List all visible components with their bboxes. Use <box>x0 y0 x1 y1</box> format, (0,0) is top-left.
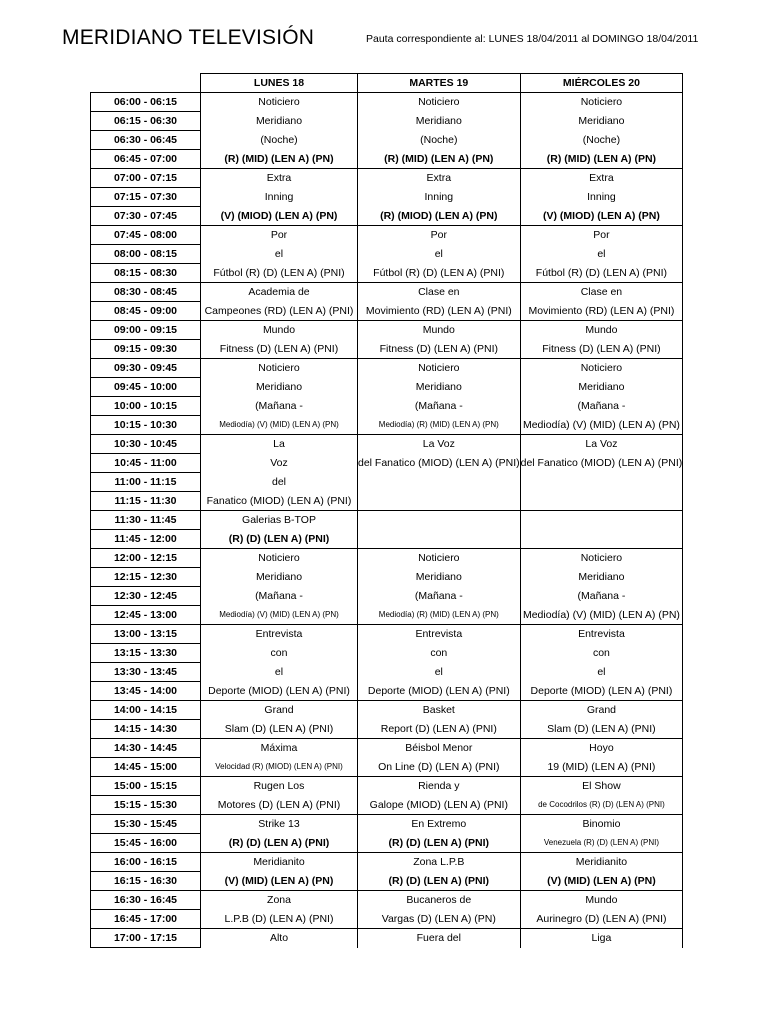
time-slot-cell: 16:45 - 17:00 <box>91 910 201 929</box>
program-cell-wednesday: Noticiero <box>520 359 683 378</box>
time-slot-cell: 07:15 - 07:30 <box>91 188 201 207</box>
program-cell-monday: Grand <box>201 701 358 720</box>
program-cell-wednesday <box>520 530 683 549</box>
program-cell-wednesday: (V) (MIOD) (LEN A) (PN) <box>520 207 683 226</box>
program-cell-monday: Rugen Los <box>201 777 358 796</box>
program-cell-tuesday: Mediodía) (R) (MID) (LEN A) (PN) <box>358 606 521 625</box>
program-cell-wednesday: Mundo <box>520 891 683 910</box>
program-cell-tuesday: Noticiero <box>358 359 521 378</box>
time-slot-cell: 06:30 - 06:45 <box>91 131 201 150</box>
time-slot-cell: 09:15 - 09:30 <box>91 340 201 359</box>
program-cell-monday: Extra <box>201 169 358 188</box>
schedule-row <box>91 264 683 283</box>
schedule-row <box>91 416 683 435</box>
program-cell-tuesday: Mundo <box>358 321 521 340</box>
schedule-row <box>91 226 683 245</box>
program-cell-tuesday <box>358 473 521 492</box>
program-cell-wednesday: de Cocodrilos (R) (D) (LEN A) (PNI) <box>520 796 683 815</box>
schedule-row <box>91 625 683 644</box>
program-cell-monday: Entrevista <box>201 625 358 644</box>
time-slot-cell: 12:45 - 13:00 <box>91 606 201 625</box>
program-cell-monday: (Noche) <box>201 131 358 150</box>
program-cell-tuesday: On Line (D) (LEN A) (PNI) <box>358 758 521 777</box>
program-cell-tuesday: Galope (MIOD) (LEN A) (PNI) <box>358 796 521 815</box>
program-cell-tuesday: Entrevista <box>358 625 521 644</box>
program-cell-tuesday: Fútbol (R) (D) (LEN A) (PNI) <box>358 264 521 283</box>
program-cell-tuesday: Noticiero <box>358 93 521 112</box>
program-cell-tuesday: Bucaneros de <box>358 891 521 910</box>
program-cell-monday: Noticiero <box>201 359 358 378</box>
schedule-row <box>91 644 683 663</box>
time-slot-cell: 15:15 - 15:30 <box>91 796 201 815</box>
schedule-row <box>91 454 683 473</box>
time-slot-cell: 06:15 - 06:30 <box>91 112 201 131</box>
day-header-tuesday: MARTES 19 <box>358 74 521 93</box>
program-cell-monday: Fútbol (R) (D) (LEN A) (PNI) <box>201 264 358 283</box>
program-cell-monday: Motores (D) (LEN A) (PNI) <box>201 796 358 815</box>
program-cell-monday: Velocidad (R) (MIOD) (LEN A) (PNI) <box>201 758 358 777</box>
time-slot-cell: 08:30 - 08:45 <box>91 283 201 302</box>
program-cell-wednesday: La Voz <box>520 435 683 454</box>
time-slot-cell: 12:30 - 12:45 <box>91 587 201 606</box>
time-slot-cell: 11:15 - 11:30 <box>91 492 201 511</box>
day-header-wednesday: MIÉRCOLES 20 <box>520 74 683 93</box>
time-slot-cell: 10:30 - 10:45 <box>91 435 201 454</box>
program-cell-monday: Campeones (RD) (LEN A) (PNI) <box>201 302 358 321</box>
schedule-row <box>91 777 683 796</box>
program-cell-tuesday: Movimiento (RD) (LEN A) (PNI) <box>358 302 521 321</box>
program-cell-wednesday: Meridianito <box>520 853 683 872</box>
day-header-row <box>91 74 683 93</box>
program-cell-wednesday: Grand <box>520 701 683 720</box>
program-cell-monday: Meridiano <box>201 568 358 587</box>
program-cell-tuesday: En Extremo <box>358 815 521 834</box>
program-cell-tuesday: Rienda y <box>358 777 521 796</box>
program-cell-monday: del <box>201 473 358 492</box>
time-slot-cell: 08:15 - 08:30 <box>91 264 201 283</box>
time-slot-cell: 09:00 - 09:15 <box>91 321 201 340</box>
time-slot-cell: 13:30 - 13:45 <box>91 663 201 682</box>
program-cell-monday: Meridiano <box>201 112 358 131</box>
schedule-row <box>91 834 683 853</box>
program-cell-wednesday: Entrevista <box>520 625 683 644</box>
program-cell-monday: (Mañana - <box>201 587 358 606</box>
program-cell-tuesday: Extra <box>358 169 521 188</box>
program-cell-monday: (R) (MID) (LEN A) (PN) <box>201 150 358 169</box>
page-title: MERIDIANO TELEVISIÓN <box>62 26 315 49</box>
time-slot-cell: 10:00 - 10:15 <box>91 397 201 416</box>
program-cell-monday: (R) (D) (LEN A) (PNI) <box>201 530 358 549</box>
program-cell-monday: Noticiero <box>201 93 358 112</box>
program-cell-wednesday: Inning <box>520 188 683 207</box>
program-cell-tuesday: Mediodía) (R) (MID) (LEN A) (PN) <box>358 416 521 435</box>
time-slot-cell: 14:30 - 14:45 <box>91 739 201 758</box>
schedule-row <box>91 796 683 815</box>
program-cell-tuesday: Vargas (D) (LEN A) (PN) <box>358 910 521 929</box>
program-cell-tuesday: el <box>358 663 521 682</box>
schedule-row <box>91 435 683 454</box>
schedule-row <box>91 701 683 720</box>
program-cell-wednesday: (Mañana - <box>520 397 683 416</box>
time-slot-cell: 09:30 - 09:45 <box>91 359 201 378</box>
program-cell-wednesday <box>520 511 683 530</box>
schedule-row <box>91 511 683 530</box>
program-cell-wednesday: Mundo <box>520 321 683 340</box>
time-slot-cell: 14:45 - 15:00 <box>91 758 201 777</box>
program-cell-tuesday: Clase en <box>358 283 521 302</box>
time-slot-cell: 17:00 - 17:15 <box>91 929 201 948</box>
program-cell-tuesday: Por <box>358 226 521 245</box>
time-slot-cell: 08:00 - 08:15 <box>91 245 201 264</box>
program-cell-monday: Strike 13 <box>201 815 358 834</box>
program-cell-tuesday: Inning <box>358 188 521 207</box>
schedule-row <box>91 131 683 150</box>
program-cell-wednesday: (V) (MID) (LEN A) (PN) <box>520 872 683 891</box>
program-cell-wednesday: Mediodía) (V) (MID) (LEN A) (PN) <box>520 606 683 625</box>
schedule-row <box>91 758 683 777</box>
time-slot-cell: 06:00 - 06:15 <box>91 93 201 112</box>
program-cell-monday: el <box>201 663 358 682</box>
program-cell-tuesday: Fuera del <box>358 929 521 948</box>
corner-cell <box>91 74 201 93</box>
program-cell-tuesday: Deporte (MIOD) (LEN A) (PNI) <box>358 682 521 701</box>
program-cell-wednesday: Hoyo <box>520 739 683 758</box>
time-slot-cell: 11:30 - 11:45 <box>91 511 201 530</box>
program-cell-wednesday: Clase en <box>520 283 683 302</box>
program-cell-tuesday: Meridiano <box>358 568 521 587</box>
schedule-row <box>91 302 683 321</box>
program-cell-tuesday: Report (D) (LEN A) (PNI) <box>358 720 521 739</box>
program-cell-tuesday: con <box>358 644 521 663</box>
program-cell-wednesday: Slam (D) (LEN A) (PNI) <box>520 720 683 739</box>
program-cell-tuesday: Basket <box>358 701 521 720</box>
program-cell-monday: Fanatico (MIOD) (LEN A) (PNI) <box>201 492 358 511</box>
schedule-row <box>91 245 683 264</box>
schedule-period-subtitle: Pauta correspondiente al: LUNES 18/04/2011 al DOMINGO 18/04/2011 <box>366 33 699 45</box>
schedule-row <box>91 397 683 416</box>
program-cell-monday: (V) (MID) (LEN A) (PN) <box>201 872 358 891</box>
program-cell-wednesday: 19 (MID) (LEN A) (PNI) <box>520 758 683 777</box>
program-cell-wednesday: (R) (MID) (LEN A) (PN) <box>520 150 683 169</box>
program-cell-wednesday: Por <box>520 226 683 245</box>
time-slot-cell: 13:45 - 14:00 <box>91 682 201 701</box>
program-cell-wednesday: Binomio <box>520 815 683 834</box>
program-cell-tuesday <box>358 530 521 549</box>
schedule-row <box>91 207 683 226</box>
schedule-row <box>91 815 683 834</box>
time-slot-cell: 07:45 - 08:00 <box>91 226 201 245</box>
program-cell-tuesday <box>358 511 521 530</box>
time-slot-cell: 13:00 - 13:15 <box>91 625 201 644</box>
program-cell-monday: (V) (MIOD) (LEN A) (PN) <box>201 207 358 226</box>
program-cell-monday: Meridiano <box>201 378 358 397</box>
time-slot-cell: 10:15 - 10:30 <box>91 416 201 435</box>
program-cell-tuesday: del Fanatico (MIOD) (LEN A) (PNI) <box>358 454 521 473</box>
program-cell-monday: Mediodía) (V) (MID) (LEN A) (PN) <box>201 606 358 625</box>
program-cell-wednesday: Meridiano <box>520 112 683 131</box>
program-cell-wednesday: Mediodía) (V) (MID) (LEN A) (PN) <box>520 416 683 435</box>
schedule-row <box>91 473 683 492</box>
program-cell-monday: Mediodía) (V) (MID) (LEN A) (PN) <box>201 416 358 435</box>
program-cell-monday: La <box>201 435 358 454</box>
time-slot-cell: 14:15 - 14:30 <box>91 720 201 739</box>
time-slot-cell: 07:30 - 07:45 <box>91 207 201 226</box>
time-slot-cell: 13:15 - 13:30 <box>91 644 201 663</box>
schedule-row <box>91 93 683 112</box>
program-cell-wednesday: Fitness (D) (LEN A) (PNI) <box>520 340 683 359</box>
schedule-row <box>91 283 683 302</box>
program-cell-monday: Voz <box>201 454 358 473</box>
program-cell-wednesday: Meridiano <box>520 568 683 587</box>
program-cell-tuesday: (Mañana - <box>358 397 521 416</box>
schedule-row <box>91 492 683 511</box>
time-slot-cell: 15:00 - 15:15 <box>91 777 201 796</box>
schedule-row <box>91 150 683 169</box>
program-cell-monday: (R) (D) (LEN A) (PNI) <box>201 834 358 853</box>
program-cell-tuesday: Zona L.P.B <box>358 853 521 872</box>
program-cell-monday: Mundo <box>201 321 358 340</box>
program-cell-tuesday: Fitness (D) (LEN A) (PNI) <box>358 340 521 359</box>
time-slot-cell: 16:30 - 16:45 <box>91 891 201 910</box>
schedule-row <box>91 530 683 549</box>
program-cell-wednesday: Noticiero <box>520 93 683 112</box>
program-cell-monday: el <box>201 245 358 264</box>
program-cell-wednesday: Meridiano <box>520 378 683 397</box>
program-cell-tuesday: (R) (MID) (LEN A) (PN) <box>358 150 521 169</box>
program-cell-monday: Slam (D) (LEN A) (PNI) <box>201 720 358 739</box>
time-slot-cell: 11:45 - 12:00 <box>91 530 201 549</box>
day-header-monday: LUNES 18 <box>201 74 358 93</box>
program-cell-tuesday: el <box>358 245 521 264</box>
program-cell-monday: Por <box>201 226 358 245</box>
program-cell-monday: Galerias B-TOP <box>201 511 358 530</box>
schedule-row <box>91 910 683 929</box>
program-cell-wednesday: Venezuela (R) (D) (LEN A) (PNI) <box>520 834 683 853</box>
schedule-row <box>91 720 683 739</box>
program-cell-tuesday: (Noche) <box>358 131 521 150</box>
program-cell-wednesday <box>520 492 683 511</box>
schedule-row <box>91 587 683 606</box>
program-cell-monday: Máxima <box>201 739 358 758</box>
program-cell-monday: Noticiero <box>201 549 358 568</box>
time-slot-cell: 08:45 - 09:00 <box>91 302 201 321</box>
schedule-row <box>91 891 683 910</box>
program-cell-tuesday: (R) (D) (LEN A) (PNI) <box>358 834 521 853</box>
time-slot-cell: 12:00 - 12:15 <box>91 549 201 568</box>
program-cell-tuesday: La Voz <box>358 435 521 454</box>
program-cell-tuesday <box>358 492 521 511</box>
time-slot-cell: 15:45 - 16:00 <box>91 834 201 853</box>
program-cell-wednesday <box>520 473 683 492</box>
schedule-row <box>91 188 683 207</box>
program-cell-tuesday: Béisbol Menor <box>358 739 521 758</box>
program-cell-monday: Zona <box>201 891 358 910</box>
program-cell-tuesday: (R) (D) (LEN A) (PNI) <box>358 872 521 891</box>
program-cell-monday: L.P.B (D) (LEN A) (PNI) <box>201 910 358 929</box>
program-cell-monday: Fitness (D) (LEN A) (PNI) <box>201 340 358 359</box>
program-cell-wednesday: El Show <box>520 777 683 796</box>
program-cell-wednesday: (Noche) <box>520 131 683 150</box>
program-cell-tuesday: (Mañana - <box>358 587 521 606</box>
schedule-row <box>91 663 683 682</box>
program-cell-monday: Academia de <box>201 283 358 302</box>
time-slot-cell: 14:00 - 14:15 <box>91 701 201 720</box>
program-cell-monday: (Mañana - <box>201 397 358 416</box>
time-slot-cell: 07:00 - 07:15 <box>91 169 201 188</box>
program-cell-wednesday: Deporte (MIOD) (LEN A) (PNI) <box>520 682 683 701</box>
schedule-row <box>91 549 683 568</box>
schedule-table <box>90 73 683 948</box>
schedule-row <box>91 169 683 188</box>
time-slot-cell: 10:45 - 11:00 <box>91 454 201 473</box>
program-cell-wednesday: con <box>520 644 683 663</box>
time-slot-cell: 11:00 - 11:15 <box>91 473 201 492</box>
program-cell-wednesday: Fútbol (R) (D) (LEN A) (PNI) <box>520 264 683 283</box>
program-cell-monday: Alto <box>201 929 358 948</box>
schedule-row <box>91 853 683 872</box>
program-cell-wednesday: el <box>520 245 683 264</box>
program-cell-monday: Inning <box>201 188 358 207</box>
program-cell-tuesday: (R) (MIOD) (LEN A) (PN) <box>358 207 521 226</box>
program-cell-wednesday: Liga <box>520 929 683 948</box>
schedule-row <box>91 378 683 397</box>
time-slot-cell: 16:15 - 16:30 <box>91 872 201 891</box>
program-cell-tuesday: Noticiero <box>358 549 521 568</box>
program-cell-monday: Meridianito <box>201 853 358 872</box>
program-cell-wednesday: el <box>520 663 683 682</box>
time-slot-cell: 16:00 - 16:15 <box>91 853 201 872</box>
schedule-row <box>91 872 683 891</box>
time-slot-cell: 12:15 - 12:30 <box>91 568 201 587</box>
schedule-row <box>91 929 683 948</box>
schedule-row <box>91 606 683 625</box>
schedule-row <box>91 682 683 701</box>
program-cell-wednesday: Extra <box>520 169 683 188</box>
program-cell-monday: Deporte (MIOD) (LEN A) (PNI) <box>201 682 358 701</box>
schedule-row <box>91 359 683 378</box>
schedule-row <box>91 739 683 758</box>
program-cell-monday: con <box>201 644 358 663</box>
schedule-body <box>91 93 683 948</box>
program-cell-wednesday: Noticiero <box>520 549 683 568</box>
program-cell-wednesday: del Fanatico (MIOD) (LEN A) (PNI) <box>520 454 683 473</box>
program-cell-wednesday: Movimiento (RD) (LEN A) (PNI) <box>520 302 683 321</box>
schedule-row <box>91 340 683 359</box>
schedule-row <box>91 568 683 587</box>
program-cell-tuesday: Meridiano <box>358 112 521 131</box>
program-cell-wednesday: Aurinegro (D) (LEN A) (PNI) <box>520 910 683 929</box>
time-slot-cell: 09:45 - 10:00 <box>91 378 201 397</box>
time-slot-cell: 15:30 - 15:45 <box>91 815 201 834</box>
schedule-row <box>91 112 683 131</box>
program-cell-tuesday: Meridiano <box>358 378 521 397</box>
program-cell-wednesday: (Mañana - <box>520 587 683 606</box>
time-slot-cell: 06:45 - 07:00 <box>91 150 201 169</box>
schedule-row <box>91 321 683 340</box>
